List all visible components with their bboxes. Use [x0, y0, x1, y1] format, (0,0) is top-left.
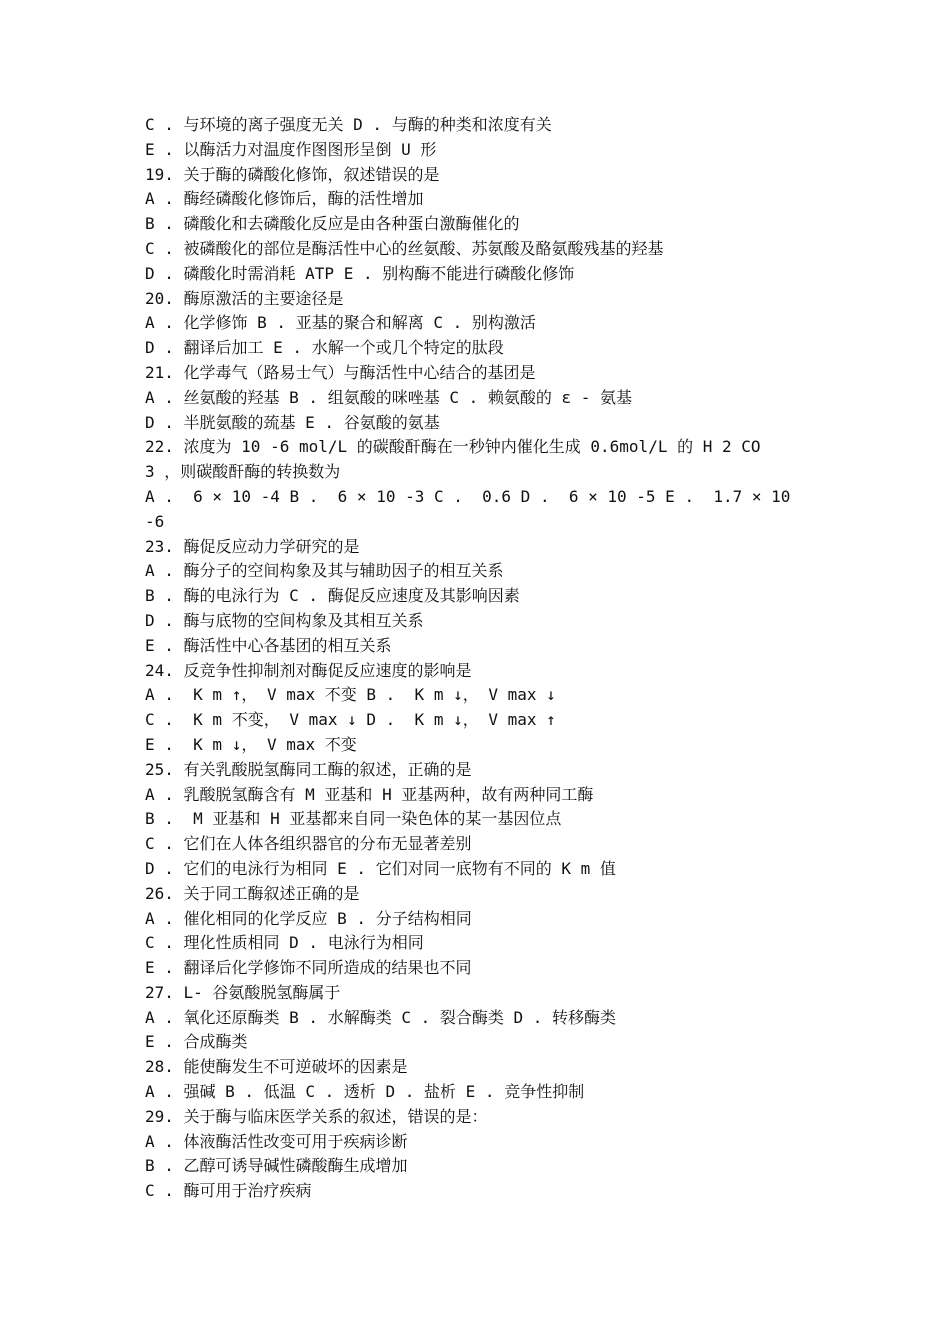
text-line: D . 磷酸化时需消耗 ATP E . 别构酶不能进行磷酸化修饰 [145, 263, 575, 283]
text-line: A . 乳酸脱氢酶含有 M 亚基和 H 亚基两种，故有两种同工酶 [145, 784, 594, 804]
question-line: 24. 反竞争性抑制剂对酶促反应速度的影响是 [145, 660, 472, 680]
text-line: A . 酶分子的空间构象及其与辅助因子的相互关系 [145, 561, 504, 581]
text-line: B . 酶的电泳行为 C . 酶促反应速度及其影响因素 [145, 586, 520, 606]
text-line: A . 化学修饰 B . 亚基的聚合和解离 C . 别构激活 [145, 313, 536, 333]
text-line: B . 乙醇可诱导碱性磷酸酶生成增加 [145, 1156, 408, 1176]
text-line: C . K m 不变， V max ↓ D . K m ↓， V max ↑ [145, 710, 556, 730]
text-line: C . 理化性质相同 D . 电泳行为相同 [145, 933, 424, 953]
question-line: 23. 酶促反应动力学研究的是 [145, 536, 360, 556]
question-line: 26. 关于同工酶叙述正确的是 [145, 883, 360, 903]
text-line: E . 翻译后化学修饰不同所造成的结果也不同 [145, 958, 472, 978]
text-line: D . 它们的电泳行为相同 E . 它们对同一底物有不同的 K m 值 [145, 858, 616, 878]
text-line: D . 酶与底物的空间构象及其相互关系 [145, 610, 424, 630]
question-line: 25. 有关乳酸脱氢酶同工酶的叙述，正确的是 [145, 759, 472, 779]
text-line: D . 半胱氨酸的巯基 E . 谷氨酸的氨基 [145, 412, 440, 432]
text-line: A . 催化相同的化学反应 B . 分子结构相同 [145, 908, 472, 928]
text-line: E . 酶活性中心各基团的相互关系 [145, 635, 392, 655]
text-line: E . 合成酶类 [145, 1032, 248, 1052]
document-body [145, 113, 815, 1204]
question-line: 19. 关于酶的磷酸化修饰，叙述错误的是 [145, 164, 440, 184]
text-line: A . 体液酶活性改变可用于疾病诊断 [145, 1131, 408, 1151]
text-line: A . 酶经磷酸化修饰后，酶的活性增加 [145, 189, 424, 209]
text-line: C . 酶可用于治疗疾病 [145, 1181, 312, 1201]
text-line: -6 [145, 511, 165, 531]
text-line: A . 氧化还原酶类 B . 水解酶类 C . 裂合酶类 D . 转移酶类 [145, 1007, 617, 1027]
text-line: E . 以酶活力对温度作图图形呈倒 U 形 [145, 139, 437, 159]
text-line: E . K m ↓， V max 不变 [145, 734, 357, 754]
text-line: C . 与环境的离子强度无关 D . 与酶的种类和浓度有关 [145, 115, 552, 134]
text-line: A . K m ↑， V max 不变 B . K m ↓， V max ↓ [145, 685, 556, 705]
question-line: 27. L- 谷氨酸脱氢酶属于 [145, 982, 341, 1002]
text-line: A . 丝氨酸的羟基 B . 组氨酸的咪唑基 C . 赖氨酸的 ε - 氨基 [145, 387, 633, 407]
text-line: D . 翻译后加工 E . 水解一个或几个特定的肽段 [145, 338, 504, 358]
text-line: C . 被磷酸化的部位是酶活性中心的丝氨酸、苏氨酸及酪氨酸残基的羟基 [145, 238, 664, 258]
question-line: 22. 浓度为 10 -6 mol/L 的碳酸酐酶在一秒钟内催化生成 0.6mol/L 的 H 2 CO [145, 437, 761, 457]
text-line: B . 磷酸化和去磷酸化反应是由各种蛋白激酶催化的 [145, 214, 520, 234]
question-line: 21. 化学毒气（路易士气）与酶活性中心结合的基团是 [145, 362, 536, 382]
text-line: A . 6 × 10 -4 B . 6 × 10 -3 C . 0.6 D . 6 × 10 -5 E . 1.7 × 10 [145, 486, 791, 506]
question-line: 29. 关于酶与临床医学关系的叙述，错误的是： [145, 1106, 488, 1126]
text-line: B . M 亚基和 H 亚基都来自同一染色体的某一基因位点 [145, 809, 562, 829]
text-line: A . 强碱 B . 低温 C . 透析 D . 盐析 E . 竞争性抑制 [145, 1082, 585, 1102]
question-line: 20. 酶原激活的主要途径是 [145, 288, 344, 308]
text-line: 3 ，则碳酸酐酶的转换数为 [145, 462, 341, 482]
text-line: C . 它们在人体各组织器官的分布无显著差别 [145, 834, 472, 854]
question-line: 28. 能使酶发生不可逆破坏的因素是 [145, 1057, 408, 1077]
